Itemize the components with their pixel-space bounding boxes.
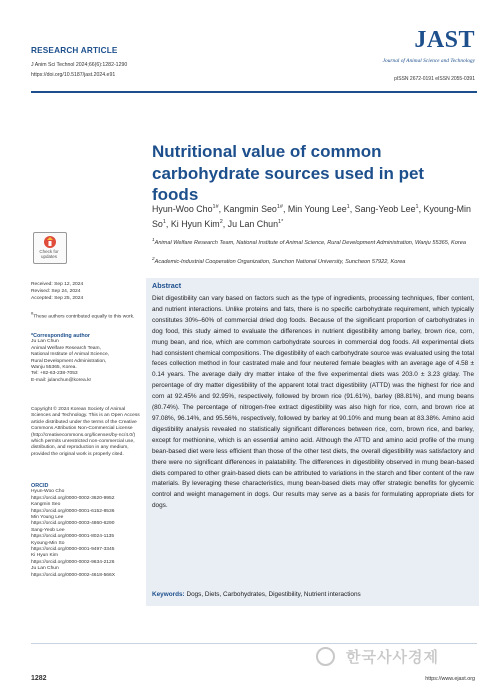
page-number: 1282 [31, 675, 47, 682]
revised-date: Revised: Sep 24, 2024 [31, 289, 81, 294]
header-divider [31, 91, 477, 93]
orcid-link[interactable]: https://orcid.org/0000-0002-3620-9952 [31, 495, 115, 501]
author-name: , Ki Hyun Kim [165, 219, 220, 230]
keywords-label: Keywords: [152, 591, 185, 598]
received-date: Received: Sep 12, 2024 [31, 282, 84, 287]
orcid-link[interactable]: https://orcid.org/0000-0001-8024-1135 [31, 534, 115, 540]
abstract-text: Diet digestibility can vary based on factors such as the type of ingredients, processing techniques, fiber content, and nutrient interactions. Unlike proteins and fats, there is no specific carbohydrate requirement, which typically constitutes 30%–60% of commercial dried dog foods. Because of the significant proportion of carbohydrates in dog food, this study aimed to evaluate the differences in nutrient digestibility among barley, brown rice, corn, mung bean, and rice, which are common carbohydrate sources in commercial dog foods. All experimental diets had consistent chemical compositions. The digestibility of each carbohydrate source was evaluated using the total feces collection method in four castrated male and four neutered female beagles with an average age of 4.58 ± 0.14 years. The average daily dry matter intake of the five experimental diets was 203.0 ± 3.23 g/day. The percentage of dry matter digestibility of the apparent total tract digestibility (ATTD) was the highest for rice and corn at 92.45% and 92.95%, respectively, followed by brown rice (91.61%), barley (88.81%), and mung beans (80.74%). The percentage of nitrogen-free extract digestibility was also high for rice, corn, and brown rice at 97.08%, 96.14%, and 95.56%, respectively, followed by barley at 90.10% and mung bean at 83.38%. Amino acid digestibility analysis revealed no statistically significant differences between rice, corn, brown rice, and barley, except for methionine, which is an essential amino acid. Although the ATTD and amino acid profile of the mung bean-based diet were less efficient than those of the other test diets, the overall digestibility was satisfactory and there were no significant differences in palatability. The differences in digestibility observed in mung bean-based diets compared to other grain-based diets can be attributed to variations in the starch and fiber content of the raw materials. By leveraging these characteristics, mung bean-based diets may offer strategic benefits for glycemic control and weight management in dogs. Our results may serve as a basis for formulating appropriate diets for dogs. [152, 295, 474, 510]
orcid-list [31, 489, 141, 579]
author-affiliation-sup: 2 [219, 219, 223, 226]
citation: J Anim Sci Technol 2024;66(6):1282-1290 [31, 62, 128, 68]
affiliation-2 [152, 255, 482, 266]
journal-name: Journal of Animal Science and Technology [382, 58, 475, 64]
author-name: , Kyoung-Min So [152, 203, 471, 230]
affiliation-sup: 1 [152, 237, 155, 242]
check-for-updates-label: Check for updates [39, 249, 59, 259]
affiliation-text: Animal Welfare Research Team, National Institute of Animal Science, Rural Development Administration, Wanju 55365, Korea [154, 239, 466, 246]
author-affiliation-sup: 1* [278, 219, 284, 226]
watermark: 한국사사경제 [346, 649, 439, 666]
watermark-logo-icon [316, 647, 335, 666]
hash-mark: # [31, 311, 34, 316]
author-name: , Ju Lan Chun [222, 219, 279, 230]
corresponding-line: Rural Development Administration, [31, 358, 107, 364]
check-for-updates-badge[interactable] [33, 232, 67, 264]
doi-link[interactable]: https://doi.org/10.5187/jast.2024.e91 [31, 72, 116, 78]
journal-logo: JAST [414, 27, 475, 53]
author-name: , Min Young Lee [282, 203, 347, 214]
corresponding-line: National Institute of Animal Science, [31, 352, 110, 358]
copyright-notice: Copyright © 2024 Korean Society of Animal Sciences and Technology. This is an Open Access article distributed under the terms of the Creative Commons Attribution Non-Commercial License (http://creativecommons.org/licenses/by-nc/4.0/) which permits unrestricted non-commercial use, distribution, and reproduction in any medium, provided the original work is properly cited. [31, 407, 140, 457]
keywords-text: Dogs, Diets, Carbohydrates, Digestibility, Nutrient interactions [186, 591, 361, 598]
corresponding-lines [31, 339, 141, 384]
corresponding-line: Ju Lan Chun [31, 339, 59, 345]
corresponding-author-block [31, 333, 141, 384]
author-affiliation-sup: 1# [276, 204, 283, 210]
corresponding-line: E-mail: julanchun@korea.kr [31, 377, 92, 383]
affiliation-text: Academic-Industrial Cooperation Organization, Sunchon National University, Suncheon 57922, Korea [154, 258, 406, 265]
accepted-date: Accepted: Sep 25, 2024 [31, 296, 84, 301]
orcid-link[interactable]: https://orcid.org/0000-0001-6152-8536 [31, 508, 115, 514]
author-name: , Kangmin Seo [218, 203, 277, 214]
author-affiliation-sup: 1 [346, 204, 350, 210]
orcid-link[interactable]: https://orcid.org/0000-0002-9634-2126 [31, 559, 115, 565]
author-name: , Sang-Yeob Lee [349, 203, 416, 214]
abstract-heading: Abstract [152, 281, 182, 290]
corresponding-line: Tel: +82-63-238-7053 [31, 371, 78, 377]
author-list [152, 201, 482, 232]
corresponding-line: Animal Welfare Research Team, [31, 345, 101, 351]
article-title: Nutritional value of common carbohydrate sources used in pet foods [152, 142, 425, 204]
corresponding-heading: *Corresponding author [31, 333, 90, 339]
orcid-author-name: Hyun-Woo Cho [31, 489, 65, 495]
footer-divider [31, 643, 477, 644]
author-affiliation-sup: 1 [162, 219, 166, 226]
author-name: Hyun-Woo Cho [152, 203, 213, 214]
orcid-author-name: Kangmin Seo [31, 502, 61, 508]
orcid-block [31, 483, 141, 579]
issn: pISSN 2672-0191 eISSN 2055-0391 [394, 76, 475, 82]
orcid-author-name: Ki Hyun Kim [31, 553, 58, 559]
author-affiliation-sup: 1# [212, 204, 219, 210]
author-affiliation-sup: 1 [415, 204, 419, 210]
orcid-author-name: Min Young Lee [31, 515, 64, 521]
orcid-link[interactable]: https://orcid.org/0000-0003-4860-6290 [31, 521, 115, 527]
orcid-link[interactable]: https://orcid.org/0000-0001-9497-3345 [31, 547, 115, 553]
journal-url[interactable]: https://www.ejast.org [425, 676, 475, 682]
orcid-heading: ORCID [31, 483, 49, 489]
equal-contribution-note [31, 311, 141, 321]
orcid-author-name: Sang-Yeob Lee [31, 527, 65, 533]
orcid-author-name: Ju Lan Chun [31, 566, 59, 572]
affiliation-1 [152, 236, 482, 247]
orcid-author-name: Kyoung-Min So [31, 540, 65, 546]
equal-contribution-text: These authors contributed equally to this work. [33, 314, 135, 320]
article-type: RESEARCH ARTICLE [31, 46, 118, 55]
orcid-link[interactable]: https://orcid.org/0000-0002-4618-566X [31, 572, 116, 578]
corresponding-line: Wanju 55365, Korea. [31, 365, 77, 371]
affiliation-sup: 2 [152, 256, 155, 261]
keywords [152, 591, 474, 598]
